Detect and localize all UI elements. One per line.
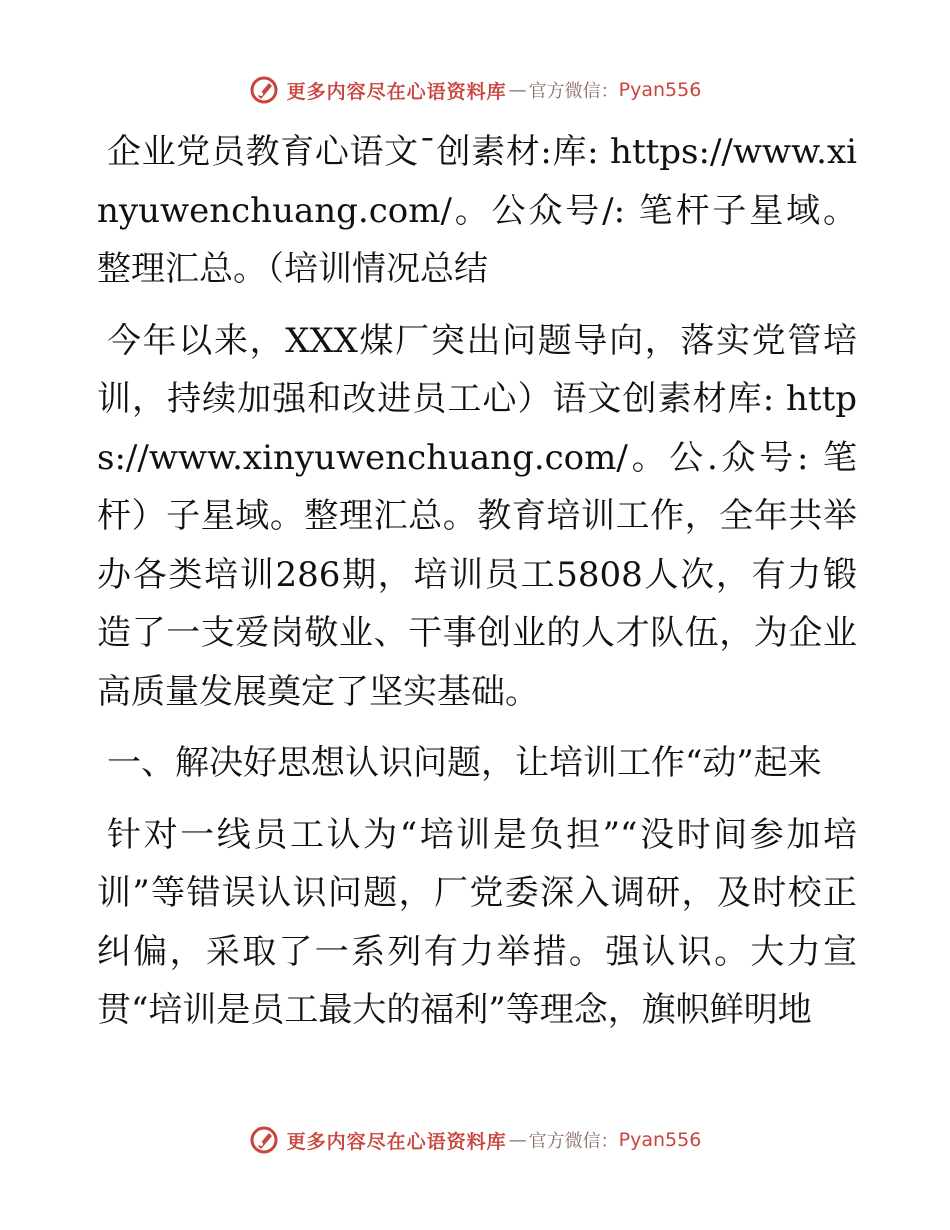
- paragraph-body: 针对一线员工认为“培训是负担”“没时间参加培训”等错误认识问题，厂党委深入调研，及时校正纠偏，采取了一系列有力举措。强认识。大力宣贯“培训是员工最大的福利”等理念，旗帜鲜明地: [97, 814, 857, 1030]
- document-body: [97, 123, 857, 1053]
- banner-wechat-id: Pyan556: [618, 79, 702, 101]
- pen-circle-icon: [249, 75, 279, 105]
- paragraph-summary: 今年以来，XXX煤厂突出问题导向，落实党管培训，持续加强和改进员工心）语文创素材库: https://www.xinyuwenchuang.com/。公.众号: 笔杆）子星域。整理汇总。教育培训工作，全年共举办各类培训286期，培训员工5808人次，有力锻造了一支爱岗敬业、干事创业的人才队伍，为企业高质量发展奠定了坚实基础。: [97, 320, 857, 712]
- section-heading: 一、解决好思想认识问题，让培训工作“动”起来: [107, 743, 822, 783]
- footer-sub-text: 官方微信：: [528, 1131, 619, 1152]
- banner-sub-text: 官方微信：: [528, 81, 619, 102]
- banner-main-text: 更多内容尽在心语资料库: [286, 80, 507, 103]
- footer-main-text: 更多内容尽在心语资料库: [286, 1130, 507, 1153]
- footer-wechat-id: Pyan556: [618, 1129, 702, 1151]
- pen-circle-icon: [249, 1125, 279, 1155]
- header-banner: [0, 70, 950, 110]
- footer-dash: —: [508, 1129, 527, 1151]
- banner-dash: —: [508, 79, 527, 101]
- paragraph-intro: 企业党员教育心语文¯创素材:库: https://www.xinyuwenchuang.com/。公众号/: 笔杆子星域。整理汇总。（培训情况总结: [97, 132, 857, 289]
- footer-banner: [0, 1120, 950, 1160]
